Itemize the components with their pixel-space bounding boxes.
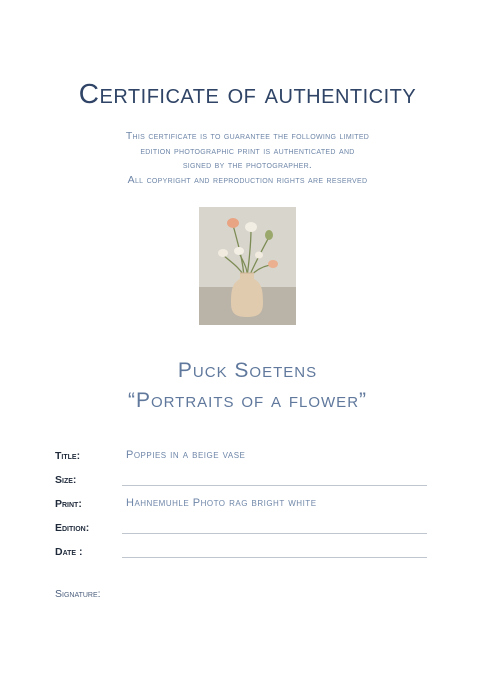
intro-line: All copyright and reproduction rights are reserved [127,173,368,186]
poppy-blossom [234,247,244,255]
poppy-blossom [245,222,257,232]
poppy-blossom [227,218,239,228]
signature-label: Signature: [55,588,101,600]
certificate-intro [60,129,435,187]
artist-block [0,356,495,416]
poppy-blossom [265,230,273,240]
certificate-title: Certificate of authenticity [78,78,417,109]
poppy-blossom [268,260,278,268]
field-label-edition: Edition: [55,522,90,534]
field-label-date: Date : [55,546,83,558]
field-line-date [122,557,427,558]
poppy-blossom [255,252,263,259]
intro-line: signed by the photographer. [182,159,313,171]
intro-line: This certificate is to guarantee the following limited [125,130,370,142]
flower-vase-photo [199,207,296,325]
field-label-title: Title: [55,450,81,462]
field-value-title: Poppies in a beige vase [126,449,246,461]
field-label-print: Print: [55,498,82,510]
field-value-print: Hahnemuhle Photo rag bright white [126,497,317,509]
artist-name: Puck Soetens [177,359,318,382]
field-line-edition [122,533,427,534]
poppy-blossom [218,249,228,257]
series-title: “Portraits of a flower” [127,389,368,412]
field-label-size: Size: [55,474,77,486]
intro-line: edition photographic print is authenticated and [140,144,355,157]
field-line-size [122,485,427,486]
